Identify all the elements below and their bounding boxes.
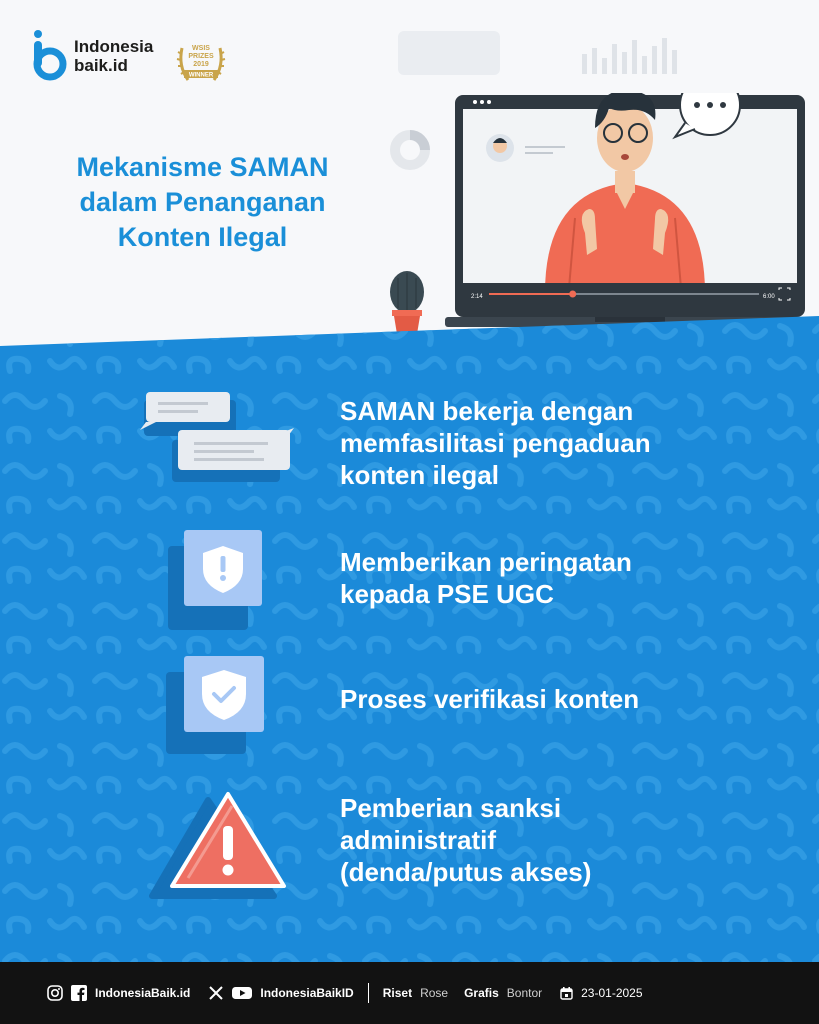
item-1-line-1: SAMAN bekerja dengan	[340, 396, 634, 426]
shield-check-icon	[164, 654, 266, 756]
social-handle-2[interactable]: IndonesiaBaikID	[260, 986, 354, 1000]
item-2-line-2: kepada PSE UGC	[340, 579, 554, 609]
brand-name-line1: Indonesia	[74, 37, 154, 56]
award-line4: WINNER	[188, 72, 214, 79]
award-line1: WSIS	[192, 45, 210, 52]
riset-name: Rose	[420, 986, 449, 1000]
mechanism-item-2	[340, 546, 700, 610]
award-line3: 2019	[193, 61, 209, 68]
title-line2: dalam Penanganan	[79, 187, 326, 217]
item-3-line-1: Proses verifikasi konten	[340, 684, 640, 714]
x-twitter-icon[interactable]	[208, 985, 224, 1001]
footer-divider	[368, 983, 369, 1003]
brand-name-line2: baik.id	[74, 56, 128, 75]
title-line3: Konten Ilegal	[117, 222, 288, 252]
item-4-line-1: Pemberian sanksi	[340, 793, 562, 823]
warning-triangle-icon	[148, 788, 290, 900]
item-1-line-3: konten ilegal	[340, 460, 499, 490]
social-handle-1[interactable]: IndonesiaBaik.id	[95, 986, 191, 1000]
grafis-name: Bontor	[506, 986, 543, 1000]
item-4-line-2: administratif	[340, 825, 497, 855]
award-line2: PRIZES	[188, 53, 214, 60]
calendar-icon	[560, 987, 573, 1000]
facebook-icon[interactable]	[71, 985, 87, 1001]
footer-bar	[0, 962, 819, 1024]
shield-warning-icon	[166, 528, 266, 632]
mechanism-item-4	[340, 792, 700, 888]
youtube-icon[interactable]	[232, 985, 252, 1001]
instagram-icon[interactable]	[47, 985, 63, 1001]
publish-date: 23-01-2025	[581, 986, 643, 1000]
video-total-time: 6:00	[763, 294, 775, 300]
title-line1: Mekanisme SAMAN	[76, 152, 329, 182]
chat-bubbles-icon	[138, 390, 294, 490]
item-1-line-2: memfasilitasi pengaduan	[340, 428, 651, 458]
mechanism-item-3	[340, 683, 700, 715]
item-4-line-3: (denda/putus akses)	[340, 857, 592, 887]
video-current-time: 2:14	[471, 294, 483, 300]
item-2-line-1: Memberikan peringatan	[340, 547, 632, 577]
mechanism-item-1	[340, 395, 700, 491]
riset-label: Riset	[382, 986, 413, 1000]
grafis-label: Grafis	[464, 986, 499, 1000]
